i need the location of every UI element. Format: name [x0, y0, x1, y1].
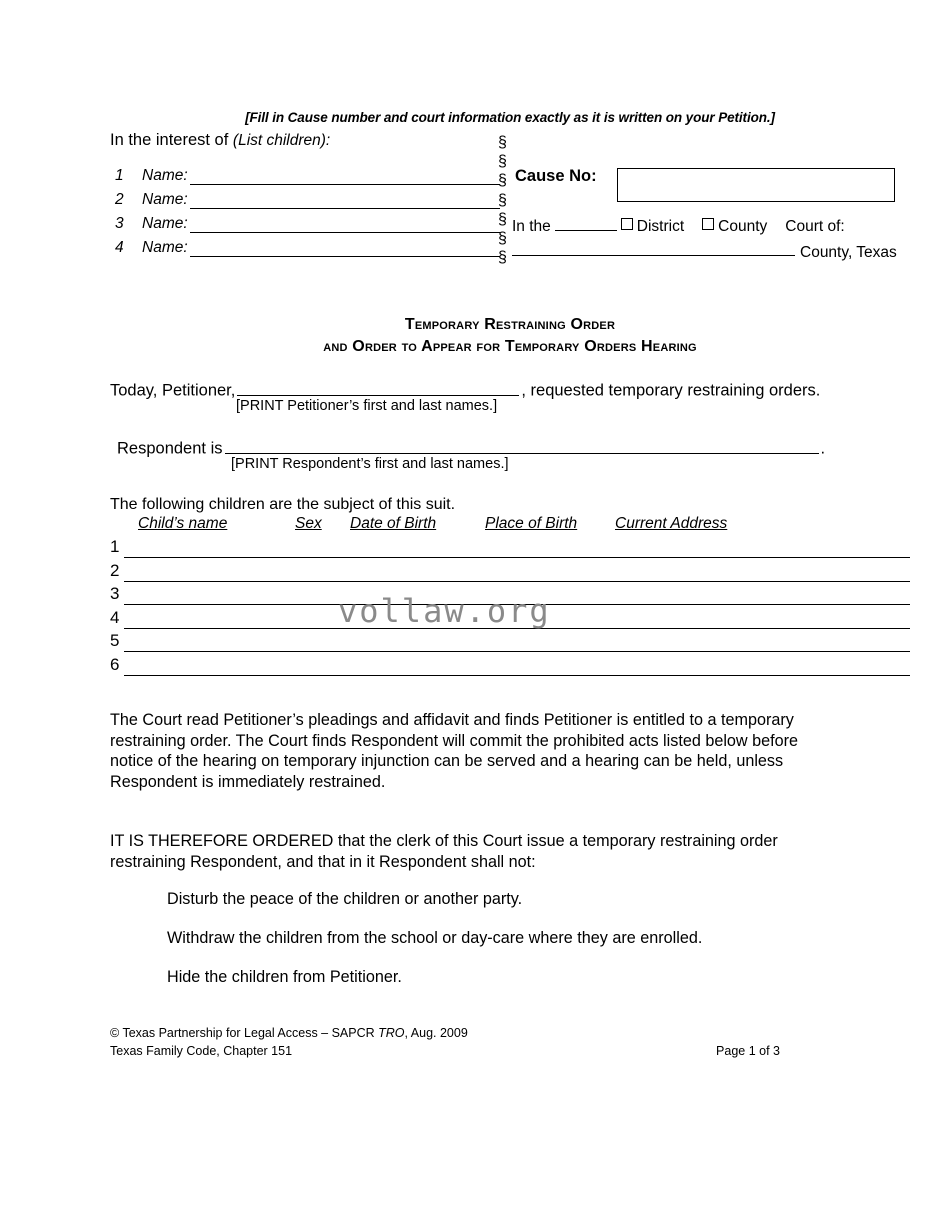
table-row — [110, 631, 910, 655]
column-header-place-of-birth: Place of Birth — [485, 515, 578, 532]
cause-no-input[interactable] — [617, 168, 895, 202]
ordered-paragraph: IT IS THEREFORE ORDERED that the clerk of this Court issue a temporary restraining order restraining Respondent, and that in it Respondent shall not: — [110, 832, 778, 871]
section-symbol: § — [498, 153, 507, 171]
section-symbol: § — [498, 134, 507, 151]
table-row — [110, 561, 910, 585]
in-the-interest-of-line — [110, 131, 330, 150]
county-name-input[interactable] — [512, 255, 795, 256]
county-checkbox[interactable] — [702, 218, 714, 230]
caption-name-row — [110, 237, 500, 261]
footer-copyright-pre: © Texas Partnership for Legal Access – SAPCR — [110, 1026, 379, 1040]
court-number-input[interactable] — [555, 216, 617, 231]
child-row-number: 3 — [110, 584, 120, 603]
child-row-input-1[interactable] — [124, 557, 910, 558]
respondent-prefix: Respondent is — [117, 439, 223, 458]
court-selection-row — [512, 216, 845, 236]
district-label: District — [636, 217, 685, 235]
section-symbol-column — [498, 133, 507, 267]
cause-no-label: Cause No: — [515, 167, 597, 185]
caption-name-row — [110, 165, 500, 189]
section-symbol: § — [498, 210, 507, 228]
child-row-input-5[interactable] — [124, 651, 910, 652]
caption-name-label: Name: — [142, 191, 188, 208]
children-column-headers — [110, 515, 910, 535]
section-symbol: § — [498, 249, 507, 267]
table-row — [110, 537, 910, 561]
petitioner-suffix: , requested temporary restraining orders. — [521, 381, 821, 400]
footer-statute: Texas Family Code, Chapter 151 — [110, 1044, 293, 1058]
prohibited-act-1: Disturb the peace of the children or another party. — [167, 890, 523, 908]
petitioner-print-note: [PRINT Petitioner’s first and last names.] — [236, 398, 498, 414]
footer-copyright-post: , Aug. 2009 — [404, 1026, 468, 1040]
child-row-number: 2 — [110, 560, 120, 580]
caption-name-row — [110, 213, 500, 237]
column-header-date-of-birth: Date of Birth — [350, 515, 437, 532]
caption-name-label: Name: — [142, 167, 188, 184]
footer-page-number: Page 1 of 3 — [716, 1044, 780, 1058]
caption-name-input-1[interactable] — [190, 184, 500, 185]
children-intro: The following children are the subject of this suit. — [110, 496, 456, 513]
section-symbol: § — [498, 229, 507, 247]
caption-name-label: Name: — [142, 215, 188, 232]
child-row-number: 1 — [110, 537, 120, 556]
child-row-number: 4 — [110, 607, 120, 627]
county-texas-label: County, Texas — [800, 244, 897, 261]
petitioner-name-input[interactable] — [237, 379, 519, 396]
respondent-suffix: . — [820, 439, 826, 458]
in-the-interest-of-label: In the interest of — [110, 131, 233, 149]
caption-name-number: 4 — [115, 239, 124, 256]
page-title — [110, 314, 910, 358]
caption-name-input-3[interactable] — [190, 232, 500, 233]
page-footer — [110, 1024, 780, 1060]
child-row-input-2[interactable] — [124, 581, 910, 582]
child-row-number: 5 — [110, 631, 120, 650]
table-row — [110, 655, 910, 679]
list-children-hint: (List children): — [232, 132, 331, 149]
caption-name-input-4[interactable] — [190, 256, 500, 257]
column-header-child-name: Child’s name — [138, 515, 228, 532]
watermark: vollaw.org — [338, 592, 551, 630]
prohibited-act-3: Hide the children from Petitioner. — [167, 968, 402, 986]
child-row-input-6[interactable] — [124, 675, 910, 676]
column-header-sex: Sex — [295, 515, 322, 532]
in-the-label: In the — [512, 217, 551, 235]
district-checkbox[interactable] — [621, 218, 633, 230]
findings-paragraph: The Court read Petitioner’s pleadings and affidavit and finds Petitioner is entitled to a temporary restraining order. The Court finds Respondent will commit the prohibited acts listed below before notice of the hearing on temporary injunction can be served and a hearing can be held, unless Respondent is immediately restrained. — [110, 711, 799, 791]
caption-name-list — [110, 165, 500, 261]
county-label: County — [718, 217, 768, 235]
page-title-line-1: Temporary Restraining Order — [404, 316, 616, 333]
footer-copyright-form-code: TRO — [378, 1026, 405, 1040]
prohibited-act-2: Withdraw the children from the school or day-care where they are enrolled. — [167, 929, 703, 947]
caption-name-number: 2 — [115, 191, 124, 208]
caption-name-input-2[interactable] — [190, 208, 500, 209]
column-header-current-address: Current Address — [615, 515, 728, 532]
fill-in-instruction: [Fill in Cause number and court information exactly as it is written on your Petition.] — [245, 110, 775, 125]
caption-name-label: Name: — [142, 239, 188, 256]
caption-name-row — [110, 189, 500, 213]
court-of-label: Court of: — [785, 217, 845, 235]
footer-statute-row — [110, 1042, 780, 1060]
caption-name-number: 3 — [115, 215, 124, 232]
footer-copyright — [110, 1024, 780, 1042]
section-symbol: § — [498, 191, 507, 209]
caption-name-number: 1 — [115, 167, 124, 184]
section-symbol: § — [498, 172, 507, 190]
child-row-number: 6 — [110, 654, 120, 674]
petitioner-prefix: Today, Petitioner, — [110, 381, 236, 400]
page-title-line-2: and Order to Appear for Temporary Orders Hearing — [323, 338, 697, 355]
respondent-print-note: [PRINT Respondent’s first and last names.] — [231, 456, 509, 472]
respondent-name-input[interactable] — [225, 437, 819, 454]
